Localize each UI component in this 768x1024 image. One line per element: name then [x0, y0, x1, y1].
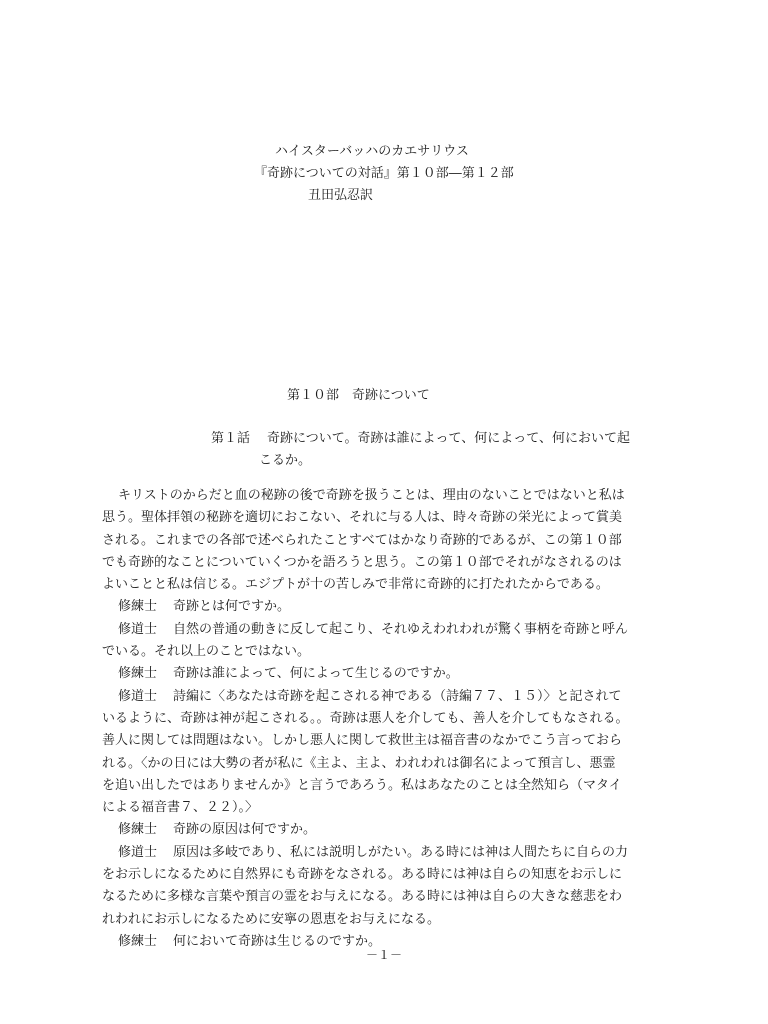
- title-block: [0, 141, 768, 207]
- dialogue-text: 奇跡の原因は何ですか。: [173, 822, 317, 838]
- translator-line: 丑田弘忍訳: [308, 188, 374, 203]
- body-text: [102, 485, 666, 953]
- body-line: キリストのからだと血の秘跡の後で奇跡を扱うことは、理由のないことではないと私は: [118, 488, 625, 503]
- dialogue-entry: [118, 686, 666, 708]
- speaker-label: 修道士: [118, 844, 158, 860]
- dialogue-continuation: をお示しになるために自然界にも奇跡をなされる。ある時には神は自らの知恵をお示しに: [102, 867, 623, 883]
- dialogue-text: 何において奇跡は生じるのですか。: [173, 933, 382, 949]
- dialogue-continuation: による福音書７、２２）。〉: [102, 800, 259, 816]
- dialogue-entry: [118, 596, 666, 618]
- dialogue-entry: [118, 819, 666, 841]
- dialogue-text: 自然の普通の動きに反して起こり、それゆえわれわれが驚く事柄を奇跡と呼ん: [173, 621, 629, 637]
- dialogue-entry: [118, 619, 666, 641]
- dialogue-continuation: れる。〈かの日には大勢の者が私に《主よ、主よ、われわれは御名によって預言し、悪霊: [102, 755, 616, 771]
- dialogue-continuation: なるために多様な言葉や預言の霊をお与えになる。ある時には神は自らの大きな慈悲をわ: [102, 889, 623, 905]
- body-line: 思う。聖体拝領の秘跡を適切におこない、それに与る人は、時々奇跡の栄光によって賞美: [102, 510, 623, 526]
- dialogue-text: 奇跡とは何ですか。: [173, 599, 291, 615]
- dialogue-continuation: いるように、奇跡は神が起こされる。。奇跡は悪人を介しても、善人を介してもなされる。: [102, 710, 629, 726]
- chapter-title: 奇跡について。奇跡は誰によって、何によって、何において起: [267, 431, 630, 446]
- dialogue-continuation: れわれにお示しになるために安寧の恩恵をお与えになる。: [102, 911, 441, 927]
- dialogue-continuation: でいる。それ以上のことではない。: [102, 644, 311, 660]
- part-heading: 第１０部 奇跡について: [287, 388, 430, 403]
- dialogue-continuation: を追い出したではありませんか》と言うであろう。私はあなたのことは全然知ら（マタイ: [102, 777, 622, 793]
- dialogue-text: 奇跡は誰によって、何によって生じるのですか。: [173, 666, 459, 682]
- speaker-label: 修練士: [118, 822, 158, 838]
- dialogue-continuation: 善人に関しては問題はない。しかし悪人に関して救世主は福音書のなかでこう言っておら: [102, 733, 623, 749]
- work-title: 『奇跡についての対話』第１０部―第１２部: [254, 166, 514, 181]
- dialogue-entry: [118, 842, 666, 864]
- speaker-label: 修道士: [118, 621, 158, 637]
- body-line: される。これまでの各部で述べられたことすべてはかなり奇跡的であるが、この第１０部: [102, 532, 622, 548]
- chapter-heading: [211, 428, 671, 472]
- speaker-label: 修練士: [118, 599, 158, 615]
- author-line: ハイスターバッハのカエサリウス: [275, 144, 469, 159]
- dialogue-text: 詩編に〈あなたは奇跡を起こされる神である（詩編７７、１５）〉と記されて: [173, 688, 622, 704]
- speaker-label: 修練士: [118, 933, 158, 949]
- dialogue-text: 原因は多岐であり、私には説明しがたい。ある時には神は人間たちに自らの力: [173, 844, 629, 860]
- chapter-label: 第１話: [211, 431, 251, 446]
- speaker-label: 修道士: [118, 688, 158, 704]
- page-number: －１－: [365, 948, 402, 962]
- dialogue-entry: [118, 663, 666, 685]
- body-line: でも奇跡的なことについていくつかを語ろうと思う。この第１０部でそれがなされるのは: [102, 554, 622, 570]
- chapter-title-continuation: こるか。: [259, 453, 312, 468]
- body-line: よいことと私は信じる。エジプトが十の苦しみで非常に奇跡的に打たれたからである。: [102, 577, 609, 593]
- speaker-label: 修練士: [118, 666, 158, 682]
